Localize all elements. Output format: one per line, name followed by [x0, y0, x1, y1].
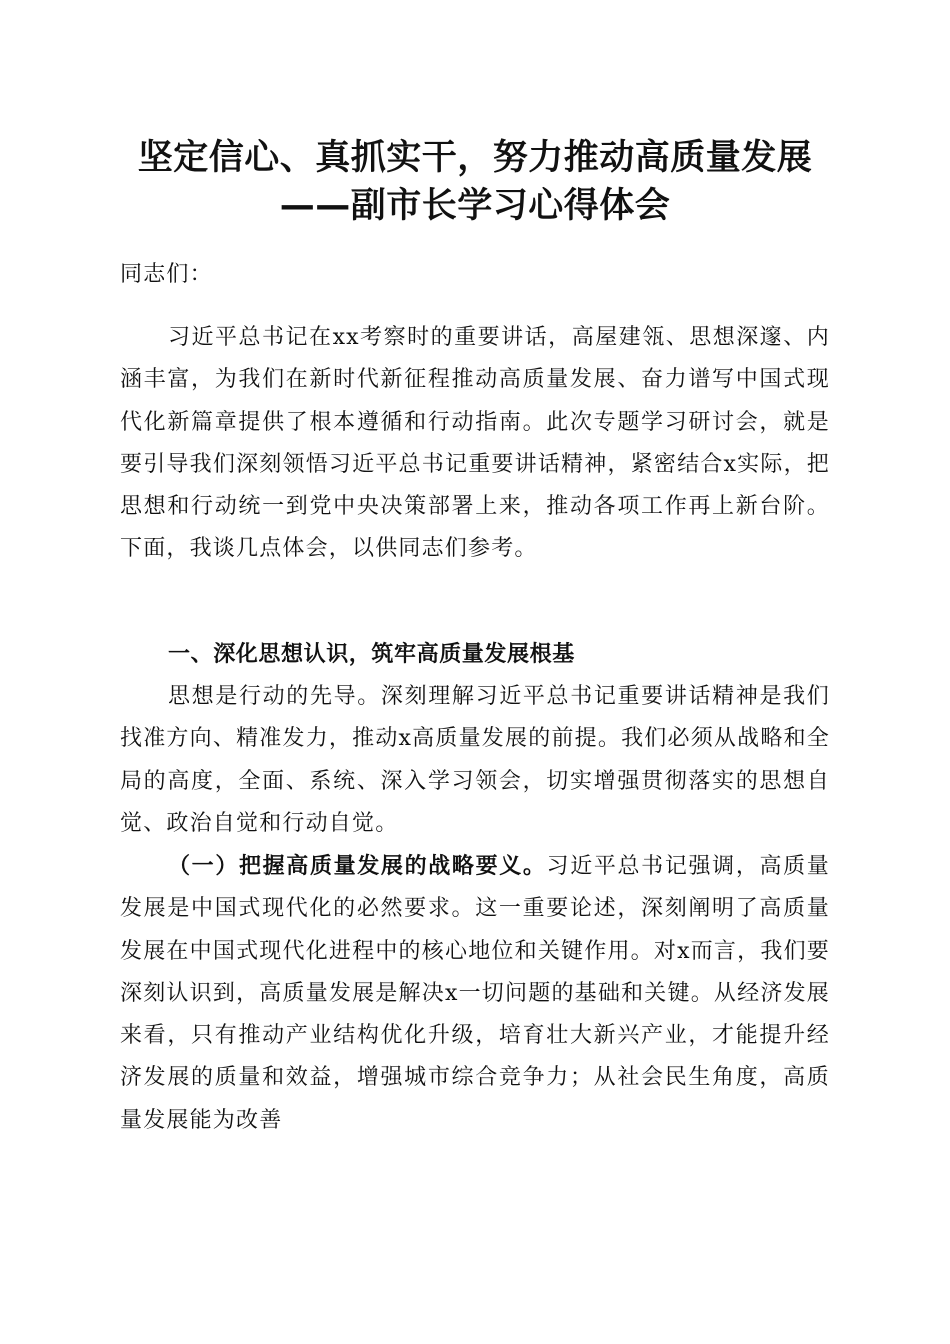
subsection-text: 习近平总书记强调，高质量发展是中国式现代化的必然要求。这一重要论述，深刻阐明了高质量发展在中国式现代化进程中的核心地位和关键作用。对x而言，我们要深刻认识到，高质量发展是解决x一切问题的基础和关键。从经济发展来看，只有推动产业结构优化升级，培育壮大新兴产业，才能提升经济发展的质量和效益，增强城市综合竞争力；从社会民生角度，高质量发展能为改善 — [120, 854, 830, 1133]
subsection-lead: （一）把握高质量发展的战略要义。 — [168, 853, 547, 879]
document-subtitle: ——副市长学习心得体会 — [279, 186, 671, 226]
subsection-paragraph — [120, 845, 830, 1142]
document-title: 坚定信心、真抓实干，努力推动高质量发展 — [137, 138, 813, 178]
salutation: 同志们： — [120, 262, 213, 287]
section-paragraph: 思想是行动的先导。深刻理解习近平总书记重要讲话精神是我们找准方向、精准发力，推动x高质量发展的前提。我们必须从战略和全局的高度，全面、系统、深入学习领会，切实增强贯彻落实的思想自觉、政治自觉和行动自觉。 — [120, 684, 830, 836]
section-heading: 一、深化思想认识，筑牢高质量发展根基 — [168, 642, 575, 667]
intro-paragraph: 习近平总书记在xx考察时的重要讲话，高屋建瓴、思想深邃、内涵丰富，为我们在新时代新征程推动高质量发展、奋力谱写中国式现代化新篇章提供了根本遵循和行动指南。此次专题学习研讨会，就是要引导我们深刻领悟习近平总书记重要讲话精神，紧密结合x实际，把思想和行动统一到党中央决策部署上来，推动各项工作再上新台阶。下面，我谈几点体会，以供同志们参考。 — [120, 325, 830, 562]
